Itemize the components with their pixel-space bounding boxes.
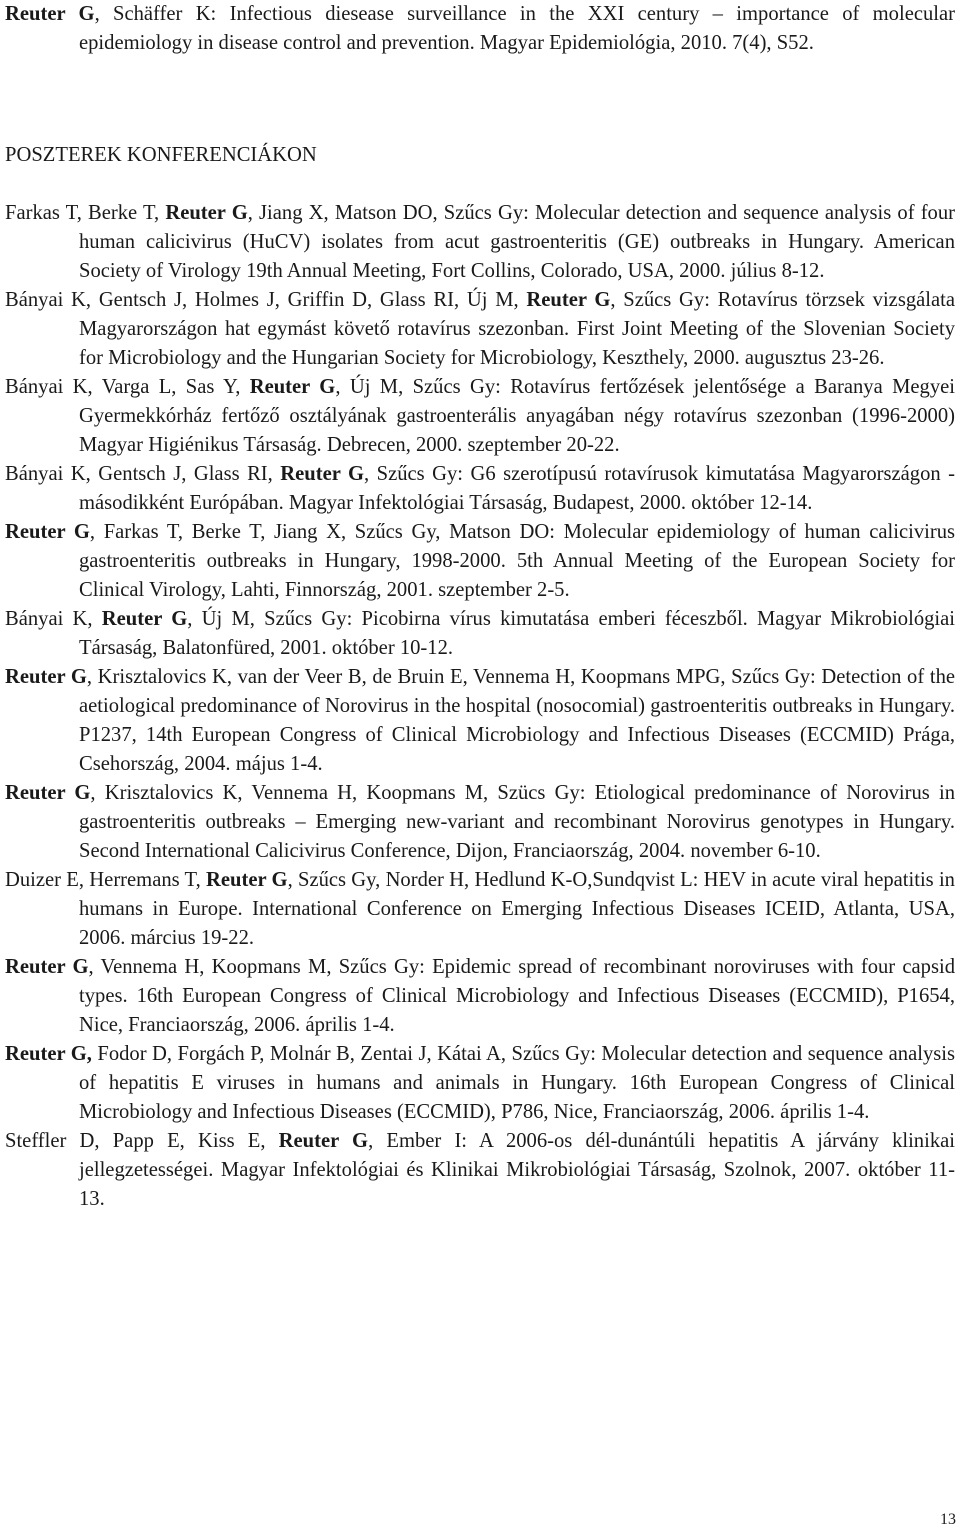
top-reference [5, 0, 955, 58]
reference-text: , Jiang X, Matson DO, Szűcs Gy: Molecular detection and sequence analysis of four human calicivirus (HuCV) isolates from acut gastroenteritis (GE) outbreaks in Hungary. American Society of Virology 19th Annual Meeting, Fort Collins, Colorado, USA, 2000. július 8-12. [79, 202, 956, 282]
reference-authors-before: Farkas T, Berke T, [5, 202, 166, 224]
reference-authors-before: Steffler D, Papp E, Kiss E, [5, 1130, 279, 1152]
bold-author: Reuter G [5, 666, 87, 688]
bold-author: Reuter G [5, 782, 91, 804]
bold-author: Reuter G [249, 376, 336, 398]
bold-author: Reuter G [278, 1130, 369, 1152]
bold-author: Reuter G [280, 463, 364, 485]
reference-text: , Szűcs Gy, Norder H, Hedlund K-O,Sundqvist L: HEV in acute viral hepatitis in humans in Europe. International Conference on Emerging Infectious Diseases ICEID, Atlanta, USA, 2006. március 19-22. [79, 869, 955, 949]
bold-author: Reuter G [165, 202, 248, 224]
bold-author: Reuter G, [5, 1043, 92, 1065]
reference-authors-before: Bányai K, [5, 608, 102, 630]
reference-text: , Szűcs Gy: Rotavírus törzsek vizsgálata Magyarországon hat egymást követő rotavírus szezonban. First Joint Meeting of the Slovenian Society for Microbiology and the Hungarian Society for Microbiology, Keszthely, 2000. augusztus 23-26. [79, 289, 955, 369]
document-page [5, 0, 956, 1210]
reference-text: , Vennema H, Koopmans M, Szűcs Gy: Epidemic spread of recombinant noroviruses with four capsid types. 16th European Congress of Clinical Microbiology and Infectious Diseases (ECCMID), P1654, Nice, Franciaország, 2006. április 1-4. [79, 956, 956, 1036]
reference-entry [5, 286, 955, 373]
reference-entry [5, 605, 955, 663]
bold-author: Reuter G [206, 869, 288, 891]
reference-text: , Ember I: A 2006-os dél-dunántúli hepatitis A járvány klinikai jellegzetességei. Magyar Infektológiai és Klinikai Mikrobiológiai Társaság, Szolnok, 2007. október 11-13. [79, 1130, 955, 1210]
reference-entry [5, 518, 955, 605]
bold-author: Reuter G [5, 956, 89, 978]
bold-author: Reuter G [5, 521, 90, 543]
reference-list [5, 199, 955, 1214]
section-title: POSZTEREK KONFERENCIÁKON [5, 144, 317, 166]
page-number: 13 [940, 1511, 956, 1528]
reference-entry [5, 1040, 955, 1127]
reference-entry [5, 866, 955, 953]
reference-text: , Farkas T, Berke T, Jiang X, Szűcs Gy, Matson DO: Molecular epidemiology of human calicivirus gastroenteritis outbreaks in Hungary, 1998-2000. 5th Annual Meeting of the European Society for Clinical Virology, Lahti, Finnország, 2001. szeptember 2-5. [79, 521, 956, 601]
reference-entry [5, 663, 955, 779]
reference-entry [5, 199, 955, 286]
reference-text: , Szűcs Gy: G6 szerotípusú rotavírusok kimutatása Magyarországon - másodikként Európában. Magyar Infektológiai Társaság, Budapest, 2000. október 12-14. [79, 463, 955, 514]
reference-entry [5, 1127, 955, 1214]
reference-text: , Krisztalovics K, van der Veer B, de Bruin E, Vennema H, Koopmans MPG, Szűcs Gy: Detection of the aetiological predominance of Norovirus in the hospital (nosocomial) gastroenteritis outbreaks in Hungary. P1237, 14th European Congress of Clinical Microbiology and Infectious Diseases (ECCMID) Prága, Csehország, 2004. május 1-4. [79, 666, 956, 775]
reference-authors-before: Bányai K, Varga L, Sas Y, [5, 376, 250, 398]
reference-text: , Új M, Szűcs Gy: Picobirna vírus kimutatása emberi féceszből. Magyar Mikrobiológiai Társaság, Balatonfüred, 2001. október 10-12. [79, 608, 955, 659]
reference-entry [5, 779, 955, 866]
reference-authors-before: Bányai K, Gentsch J, Holmes J, Griffin D, Glass RI, Új M, [5, 289, 527, 311]
reference-text: , Új M, Szűcs Gy: Rotavírus fertőzések jelentősége a Baranya Megyei Gyermekkórház fertőző osztályának gastroenterális anyagában négy rotavírus szezonban (1996-2000) Magyar Higiénikus Társaság. Debrecen, 2000. szeptember 20-22. [79, 376, 955, 456]
bold-author: Reuter G [526, 289, 611, 311]
reference-entry [5, 953, 955, 1040]
reference-authors-before: Duizer E, Herremans T, [5, 869, 207, 891]
reference-text: Fodor D, Forgách P, Molnár B, Zentai J, Kátai A, Szűcs Gy: Molecular detection and sequence analysis of hepatitis E viruses in humans and animals in Hungary. 16th European Congress of Clinical Microbiology and Infectious Diseases (ECCMID), P786, Nice, Franciaország, 2006. április 1-4. [79, 1043, 955, 1123]
reference-entry [5, 460, 955, 518]
bold-author: Reuter G [5, 3, 95, 25]
reference-entry [5, 373, 955, 460]
bold-author: Reuter G [101, 608, 188, 630]
reference-text: , Krisztalovics K, Vennema H, Koopmans M, Szücs Gy: Etiological predominance of Norovirus in gastroenteritis outbreaks – Emerging new-variant and recombinant Norovirus genotypes in Hungary. Second International Calicivirus Conference, Dijon, Franciaország, 2004. november 6-10. [79, 782, 955, 862]
reference-text: , Schäffer K: Infectious diesease surveillance in the XXI century – importance of molecular epidemiology in disease control and prevention. Magyar Epidemiológia, 2010. 7(4), S52. [79, 3, 956, 54]
reference-authors-before: Bányai K, Gentsch J, Glass RI, [5, 463, 281, 485]
